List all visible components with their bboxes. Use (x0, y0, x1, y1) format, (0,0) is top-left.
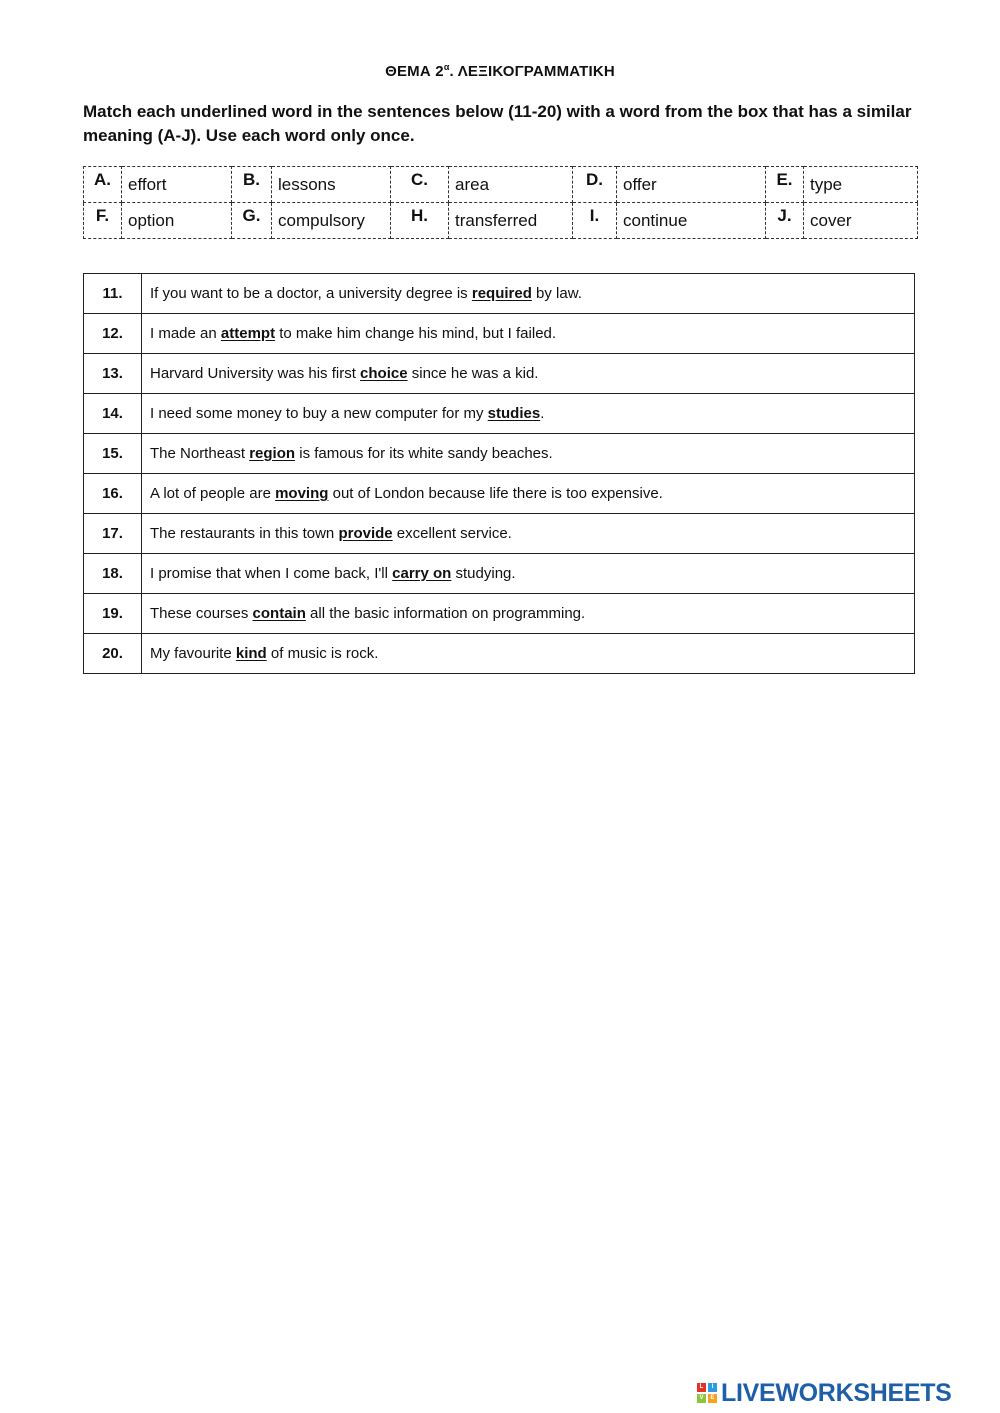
underlined-keyword: choice (360, 365, 408, 382)
word-box-letter: G. (232, 203, 272, 239)
question-row (84, 634, 915, 674)
question-sentence (142, 274, 915, 314)
question-row (84, 554, 915, 594)
sentence-after: is famous for its white sandy beaches. (295, 445, 553, 462)
sentence-before: Harvard University was his first (150, 365, 361, 382)
sentence-before: My favourite (150, 645, 236, 662)
sentence-after: . (540, 405, 545, 422)
word-box-letter: E. (766, 167, 804, 203)
question-sentence (142, 474, 915, 514)
underlined-keyword: kind (235, 645, 267, 662)
sentence-after: studying. (451, 565, 516, 582)
question-number: 17. (84, 514, 142, 554)
question-number: 18. (84, 554, 142, 594)
question-sentence (142, 634, 915, 674)
liveworksheets-logo (697, 1378, 997, 1408)
underlined-keyword: contain (252, 605, 306, 622)
word-box-letter: H. (391, 203, 449, 239)
logo-square: I (708, 1383, 717, 1392)
question-number: 20. (84, 634, 142, 674)
question-row (84, 594, 915, 634)
sentence-after: all the basic information on programming. (305, 605, 586, 622)
sentence-before: I need some money to buy a new computer for my (150, 405, 488, 422)
question-row (84, 514, 915, 554)
sentence-after: since he was a kid. (407, 365, 539, 382)
sentence-before: These courses (150, 605, 253, 622)
word-box-word: effort (122, 167, 232, 203)
sentence-before: A lot of people are (150, 485, 276, 502)
word-box-word: compulsory (272, 203, 391, 239)
word-box-word: option (122, 203, 232, 239)
instructions: Match each underlined word in the sentences below (11-20) with a word from the box that has a similar meaning (A-J). Use each word only once. (83, 102, 912, 145)
question-sentence (142, 434, 915, 474)
word-box-row (84, 203, 918, 239)
sentence-after: excellent service. (392, 525, 512, 542)
sentence-after: of music is rock. (266, 645, 379, 662)
underlined-keyword: studies (487, 405, 541, 422)
question-row (84, 474, 915, 514)
word-box-word: cover (804, 203, 918, 239)
question-number: 14. (84, 394, 142, 434)
question-row (84, 434, 915, 474)
word-box-letter: I. (573, 203, 617, 239)
word-box-row (84, 167, 918, 203)
sentence-after: to make him change his mind, but I failed. (275, 325, 557, 342)
question-number: 12. (84, 314, 142, 354)
logo-grid-icon (697, 1383, 717, 1403)
sentence-after: out of London because life there is too expensive. (328, 485, 663, 502)
logo-text: LIVEWORKSHEETS (721, 1378, 952, 1407)
question-sentence (142, 554, 915, 594)
word-box-letter: J. (766, 203, 804, 239)
underlined-keyword: provide (338, 525, 393, 542)
question-number: 13. (84, 354, 142, 394)
word-box-letter: A. (84, 167, 122, 203)
question-number: 16. (84, 474, 142, 514)
word-box-letter: C. (391, 167, 449, 203)
underlined-keyword: moving (275, 485, 329, 502)
question-sentence (142, 314, 915, 354)
word-box-word: lessons (272, 167, 391, 203)
underlined-keyword: required (471, 285, 532, 302)
question-sentence (142, 594, 915, 634)
question-number: 15. (84, 434, 142, 474)
sentence-after: by law. (531, 285, 582, 302)
word-box-word: area (449, 167, 573, 203)
logo-square: L (697, 1383, 706, 1392)
logo-square: E (708, 1394, 717, 1403)
question-sentence (142, 394, 915, 434)
question-number: 11. (84, 274, 142, 314)
question-sentence (142, 354, 915, 394)
word-box-word: type (804, 167, 918, 203)
word-box-word: offer (617, 167, 766, 203)
underlined-keyword: carry on (392, 565, 452, 582)
logo-square: V (697, 1394, 706, 1403)
word-box-word: transferred (449, 203, 573, 239)
underlined-keyword: attempt (220, 325, 276, 342)
sentence-before: If you want to be a doctor, a university degree is (150, 285, 472, 302)
page-title: ΘΕΜΑ $2^\alpha$. ΛΕΞΙΚΟΓΡΑΜΜΑΤΙΚΗ (385, 62, 615, 80)
underlined-keyword: region (249, 445, 296, 462)
sentence-before: I made an (150, 325, 221, 342)
question-row (84, 314, 915, 354)
question-row (84, 394, 915, 434)
question-number: 19. (84, 594, 142, 634)
question-sentence (142, 514, 915, 554)
word-box-letter: D. (573, 167, 617, 203)
sentence-before: I promise that when I come back, I'll (150, 565, 393, 582)
question-row (84, 274, 915, 314)
questions-table (83, 273, 915, 674)
sentence-before: The Northeast (150, 445, 250, 462)
word-box-letter: F. (84, 203, 122, 239)
word-box (83, 166, 918, 239)
word-box-word: continue (617, 203, 766, 239)
sentence-before: The restaurants in this town (150, 525, 339, 542)
word-box-letter: B. (232, 167, 272, 203)
question-row (84, 354, 915, 394)
